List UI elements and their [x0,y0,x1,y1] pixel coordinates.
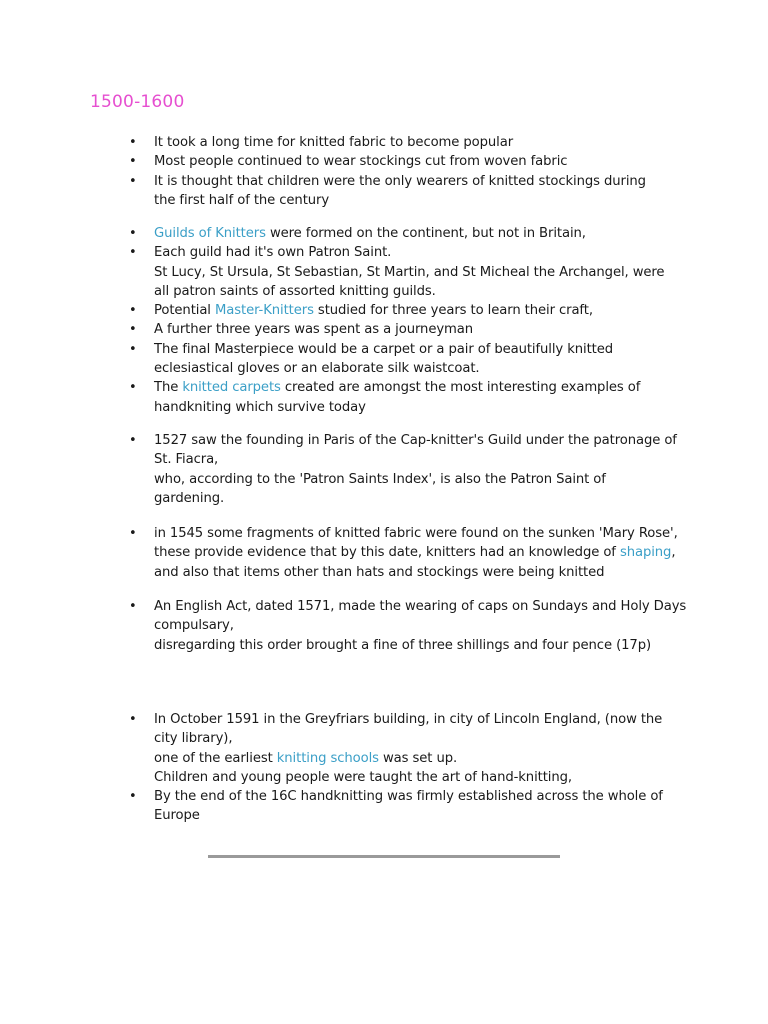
item-text: disregarding this order brought a fine of three shillings and four pence (17p) [154,637,652,653]
knitting-schools-link[interactable]: knitting schools [276,750,379,766]
item-text: It is thought that children were the only wearers of knitted stockings during [154,173,646,189]
bullet-icon: • [129,322,137,338]
item-text: studied for three years to learn their craft, [313,303,593,319]
item-text: city library), [154,731,233,747]
section-heading: 1500-1600 [90,92,185,112]
bullet-icon: • [129,303,137,319]
list-item [0,152,768,171]
list-item [0,710,768,787]
bullet-icon: • [129,173,137,189]
bullet-icon: • [129,433,137,448]
item-text: created are amongst the most interesting examples of [280,380,641,396]
guilds-of-knitters-link[interactable]: Guilds of Knitters [154,226,266,241]
item-text: compulsary, [154,618,234,634]
list-item [0,340,768,379]
bullet-icon: • [129,526,137,541]
list-item [0,243,768,301]
list-item [0,597,768,655]
item-text: An English Act, dated 1571, made the wearing of caps on Sundays and Holy Days [154,599,687,614]
list-item [0,320,768,339]
item-text: one of the earliest [154,750,277,766]
knitted-carpets-link[interactable]: knitted carpets [182,380,281,396]
item-text: Europe [154,808,200,824]
item-text: By the end of the 16C handknitting was firmly established across the whole of [154,789,663,805]
list-item [0,172,768,211]
item-text: St. Fiacra, [154,452,219,468]
list-item [0,133,768,152]
list-item [0,787,768,826]
item-text: all patron saints of assorted knitting guilds. [154,283,436,299]
bullet-icon: • [129,226,137,241]
item-text: Potential [154,303,215,319]
list-item [0,378,768,417]
list-item [0,431,768,508]
bullet-icon: • [129,712,137,727]
item-text: Children and young people were taught the art of hand-knitting, [154,769,572,785]
item-text: were formed on the continent, but not in Britain, [265,226,586,241]
item-text: the first half of the century [154,192,330,208]
list-item [0,301,768,320]
list-item [0,224,768,243]
bullet-icon: • [129,245,137,261]
item-text: 1527 saw the founding in Paris of the Cap-knitter's Guild under the patronage of [154,433,677,448]
item-text: The final Masterpiece would be a carpet or a pair of beautifully knitted [154,341,614,357]
item-text: St Lucy, St Ursula, St Sebastian, St Martin, and St Micheal the Archangel, were [154,264,665,280]
bullet-group-cap-knitters [0,431,768,508]
item-text: A further three years was spent as a journeyman [154,322,474,338]
master-knitters-link[interactable]: Master-Knitters [214,303,314,319]
item-text: these provide evidence that by this date, knitters had an knowledge of [154,545,620,561]
horizontal-divider [208,855,560,858]
item-text: gardening. [154,490,225,506]
bullet-group-mary-rose [0,524,768,582]
bullet-group-knitting-schools [0,710,768,826]
item-text: who, according to the 'Patron Saints Index', is also the Patron Saint of [154,471,606,487]
bullet-group-popularity [0,133,768,210]
bullet-icon: • [129,341,137,357]
bullet-icon: • [129,380,137,396]
item-text: It took a long time for knitted fabric to become popular [154,135,514,150]
list-item [0,524,768,582]
item-text: In October 1591 in the Greyfriars building, in city of Lincoln England, (now the [154,712,663,727]
bullet-group-guilds [0,224,768,417]
bullet-group-english-act [0,597,768,655]
bullet-icon: • [129,135,137,150]
bullet-icon: • [129,599,137,614]
item-text: handkniting which survive today [154,399,366,415]
shaping-link[interactable]: shaping [619,545,672,561]
item-text: and also that items other than hats and stockings were being knitted [154,564,605,580]
item-text: Most people continued to wear stockings cut from woven fabric [154,154,568,170]
bullet-icon: • [129,154,137,170]
bullet-icon: • [129,789,137,805]
item-text: , [671,545,676,561]
item-text: The [154,380,183,396]
item-text: was set up. [378,750,458,766]
item-text: eclesiastical gloves or an elaborate silk waistcoat. [154,361,480,377]
item-text: in 1545 some fragments of knitted fabric were found on the sunken 'Mary Rose', [154,526,678,541]
item-text: Each guild had it's own Patron Saint. [154,245,392,261]
